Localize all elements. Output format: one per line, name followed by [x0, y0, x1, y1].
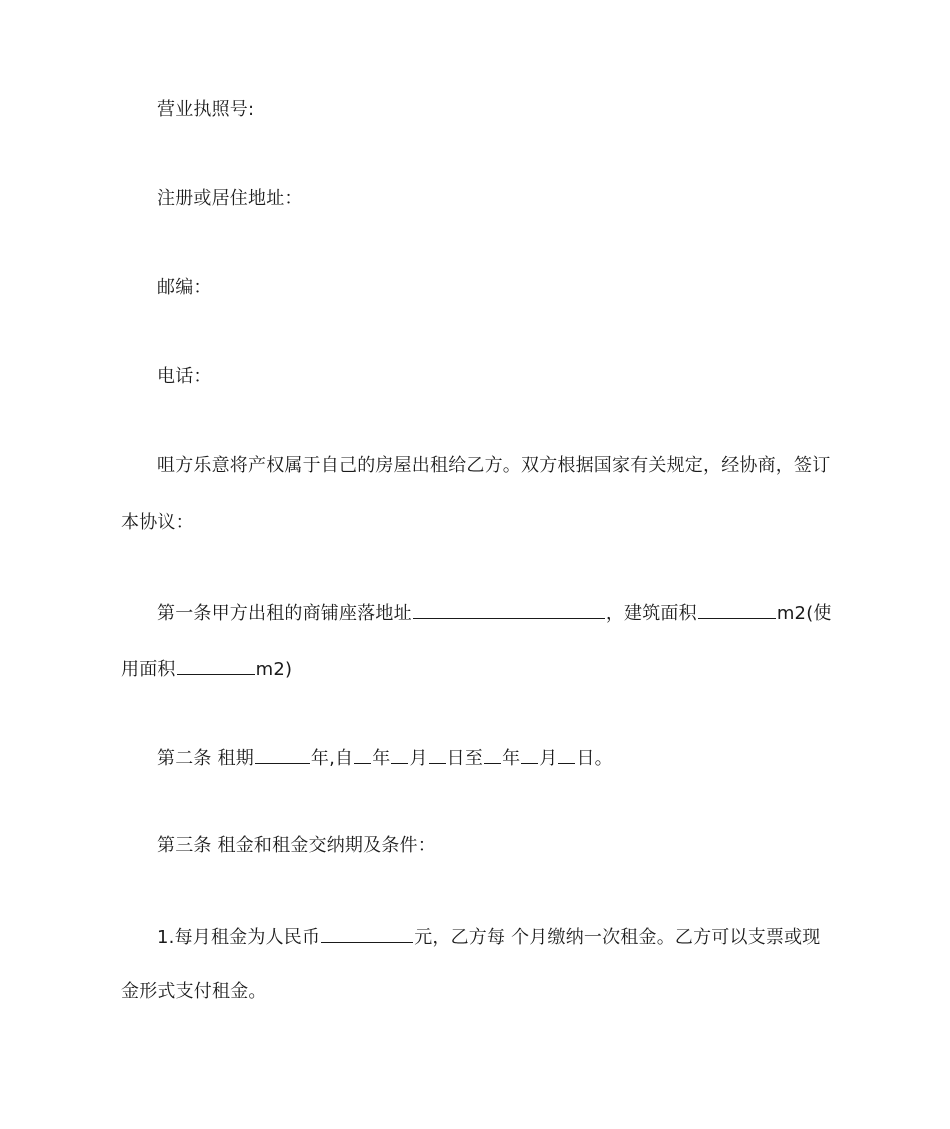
article-2	[157, 745, 613, 771]
usable-area-blank	[177, 656, 255, 675]
start-month-blank	[391, 745, 408, 764]
item-1-line-2: 金形式支付租金。	[121, 981, 267, 1002]
article-2-text-e: 日至	[446, 748, 484, 769]
article-2-text-h: 日。	[576, 748, 613, 769]
article-2-text-a: 第二条 租期	[157, 748, 254, 769]
item-1-text-a: 1.每月租金为人民币	[157, 927, 321, 948]
item-1-line-1	[157, 924, 821, 950]
start-year-blank	[354, 745, 371, 764]
intro-paragraph-line-2: 本协议：	[121, 512, 194, 533]
article-2-text-c: 年	[372, 748, 391, 769]
article-2-text-f: 年	[502, 748, 521, 769]
postcode-label: 邮编：	[157, 277, 212, 298]
address-blank	[413, 600, 605, 619]
item-1-text-b: 元，乙方每 个月缴纳一次租金。乙方可以支票或现	[414, 927, 821, 948]
intro-paragraph-line-1: 咀方乐意将产权属于自己的房屋出租给乙方。双方根据国家有关规定，经协商，签订	[157, 455, 831, 476]
article-2-text-d: 月	[409, 748, 428, 769]
article-1-text-e: m2)	[255, 659, 293, 680]
article-2-text-g: 月	[539, 748, 558, 769]
article-1-line-2	[121, 656, 292, 682]
article-1-text-c: m2(使	[776, 603, 832, 624]
term-years-blank	[255, 745, 310, 764]
end-month-blank	[521, 745, 538, 764]
article-1-text-d: 用面积	[121, 659, 176, 680]
end-day-blank	[558, 745, 575, 764]
article-2-text-b: 年,自	[310, 748, 354, 769]
end-year-blank	[484, 745, 501, 764]
article-1-line-1	[157, 600, 832, 626]
start-day-blank	[429, 745, 446, 764]
building-area-blank	[698, 600, 776, 619]
article-1-text-b: ，建筑面积	[605, 603, 697, 624]
address-label: 注册或居住地址：	[157, 188, 303, 209]
business-license-label: 营业执照号:	[157, 99, 255, 120]
article-1-text-a: 第一条甲方出租的商铺座落地址	[157, 603, 412, 624]
article-3-heading: 第三条 租金和租金交纳期及条件：	[157, 835, 436, 856]
phone-label: 电话：	[157, 366, 212, 387]
monthly-rent-blank	[321, 924, 413, 943]
